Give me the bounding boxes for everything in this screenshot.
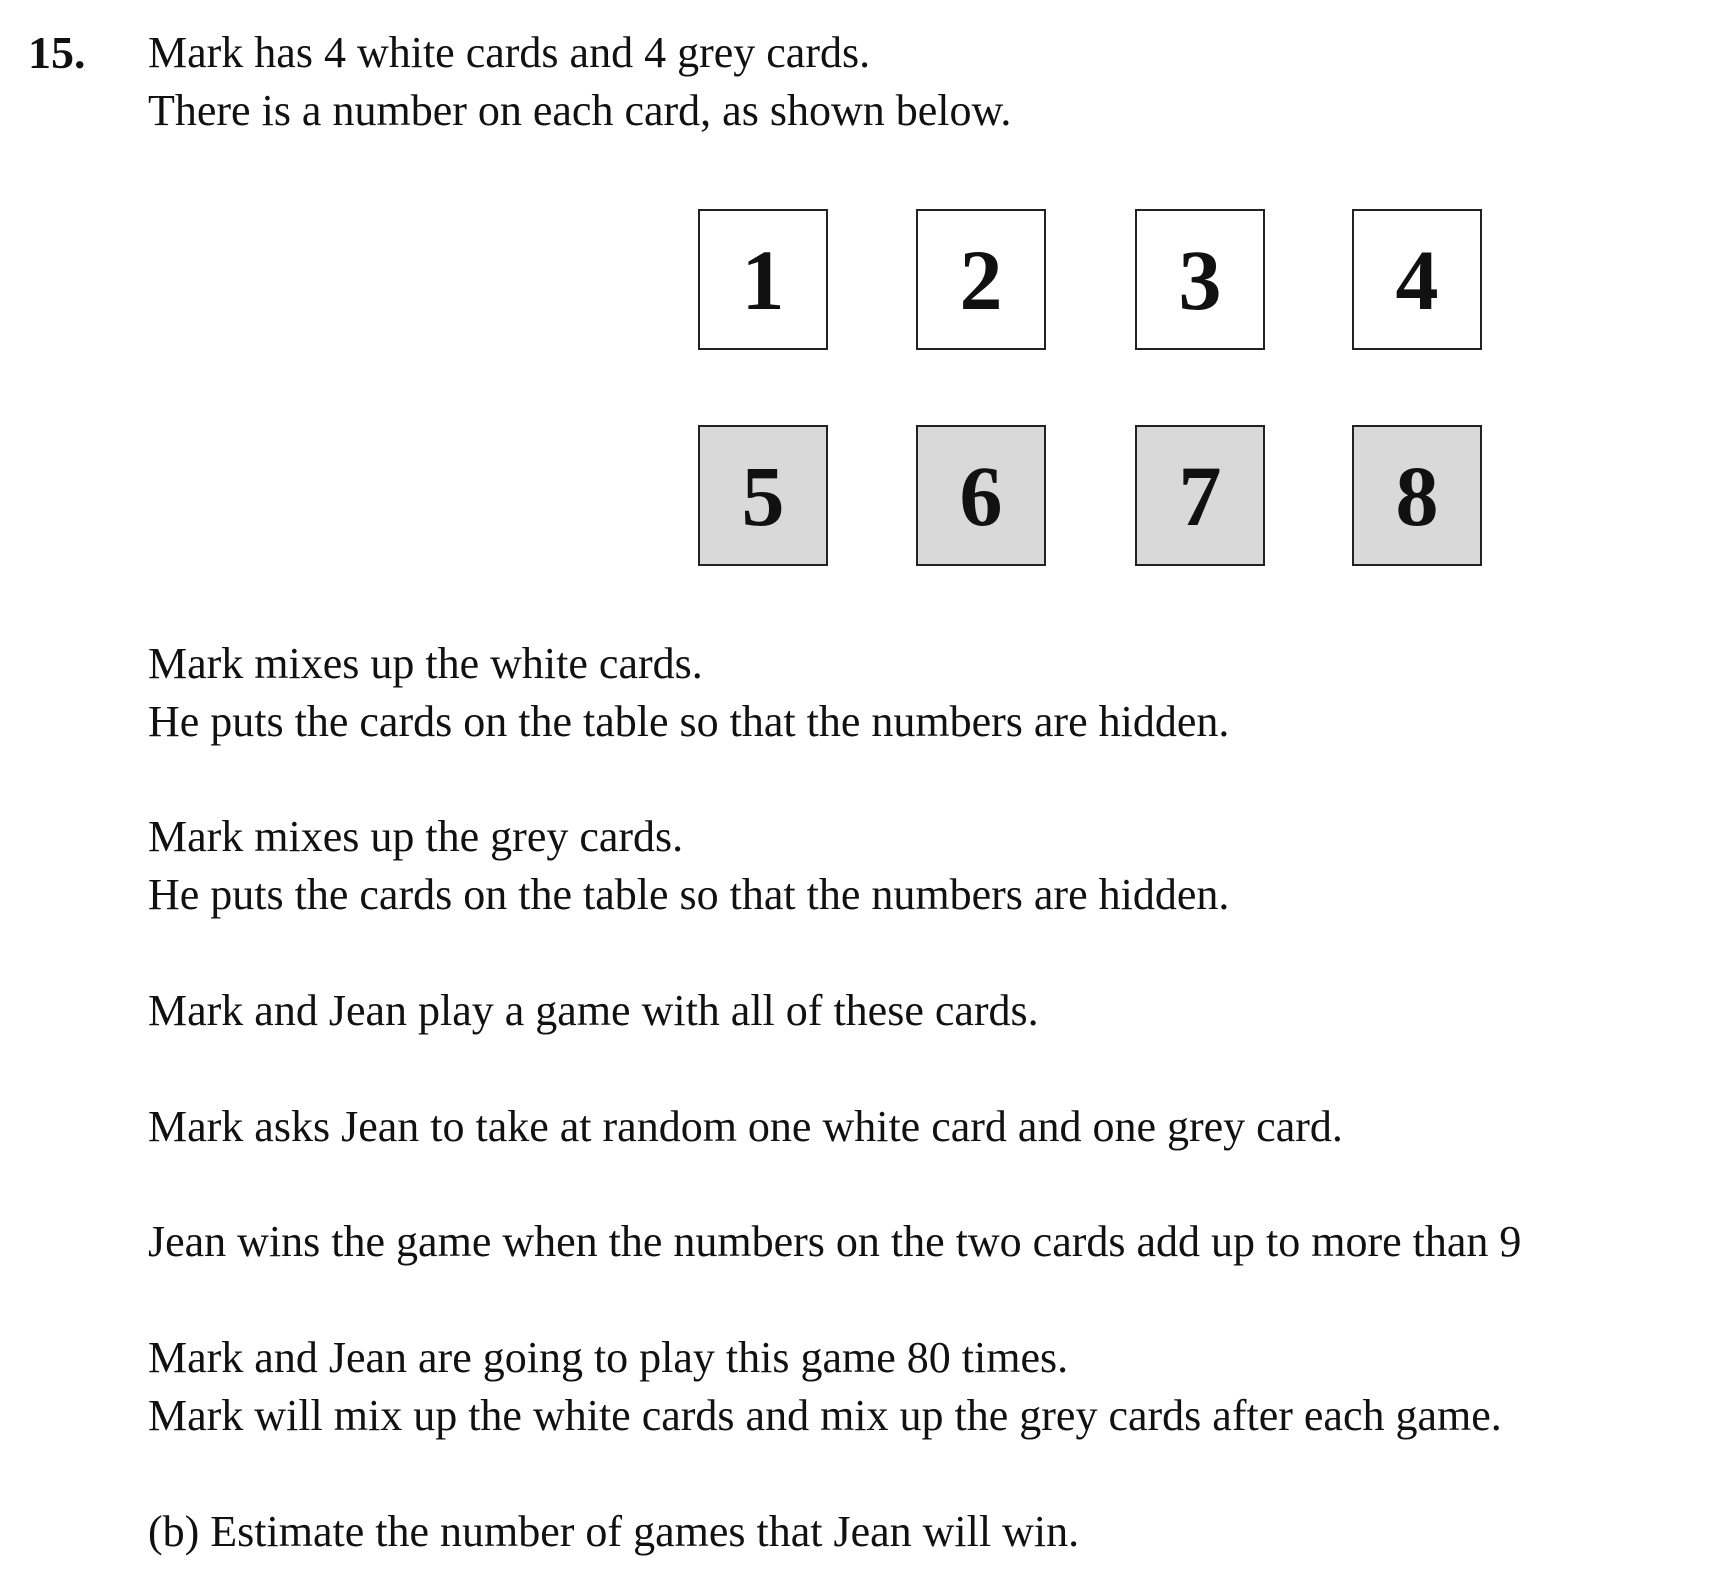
question-number: 15. xyxy=(28,27,86,78)
white-card-1: 1 xyxy=(698,209,828,350)
intro-line-1: Mark has 4 white cards and 4 grey cards. xyxy=(148,28,871,77)
grey-card-7: 7 xyxy=(1135,425,1265,566)
white-card-3: 3 xyxy=(1135,209,1265,350)
grey-card-8: 8 xyxy=(1352,425,1482,566)
grey-card-6: 6 xyxy=(916,425,1046,566)
paragraph-line-7: Jean wins the game when the numbers on the two cards add up to more than 9 xyxy=(148,1217,1522,1266)
paragraph-line-6: Mark asks Jean to take at random one white card and one grey card. xyxy=(148,1102,1343,1151)
intro-line-2: There is a number on each card, as shown below. xyxy=(148,86,1012,135)
white-card-4: 4 xyxy=(1352,209,1482,350)
paragraph-line-8: Mark and Jean are going to play this game 80 times. xyxy=(148,1333,1069,1382)
grey-card-5: 5 xyxy=(698,425,828,566)
part-b-prompt: (b) Estimate the number of games that Jean will win. xyxy=(148,1507,1080,1556)
paragraph-line-2: He puts the cards on the table so that the numbers are hidden. xyxy=(148,697,1230,746)
white-card-2: 2 xyxy=(916,209,1046,350)
paragraph-line-3: Mark mixes up the grey cards. xyxy=(148,812,684,861)
paragraph-line-4: He puts the cards on the table so that the numbers are hidden. xyxy=(148,870,1230,919)
paragraph-line-5: Mark and Jean play a game with all of these cards. xyxy=(148,986,1039,1035)
paragraph-line-9: Mark will mix up the white cards and mix up the grey cards after each game. xyxy=(148,1391,1502,1440)
paragraph-line-1: Mark mixes up the white cards. xyxy=(148,639,703,688)
